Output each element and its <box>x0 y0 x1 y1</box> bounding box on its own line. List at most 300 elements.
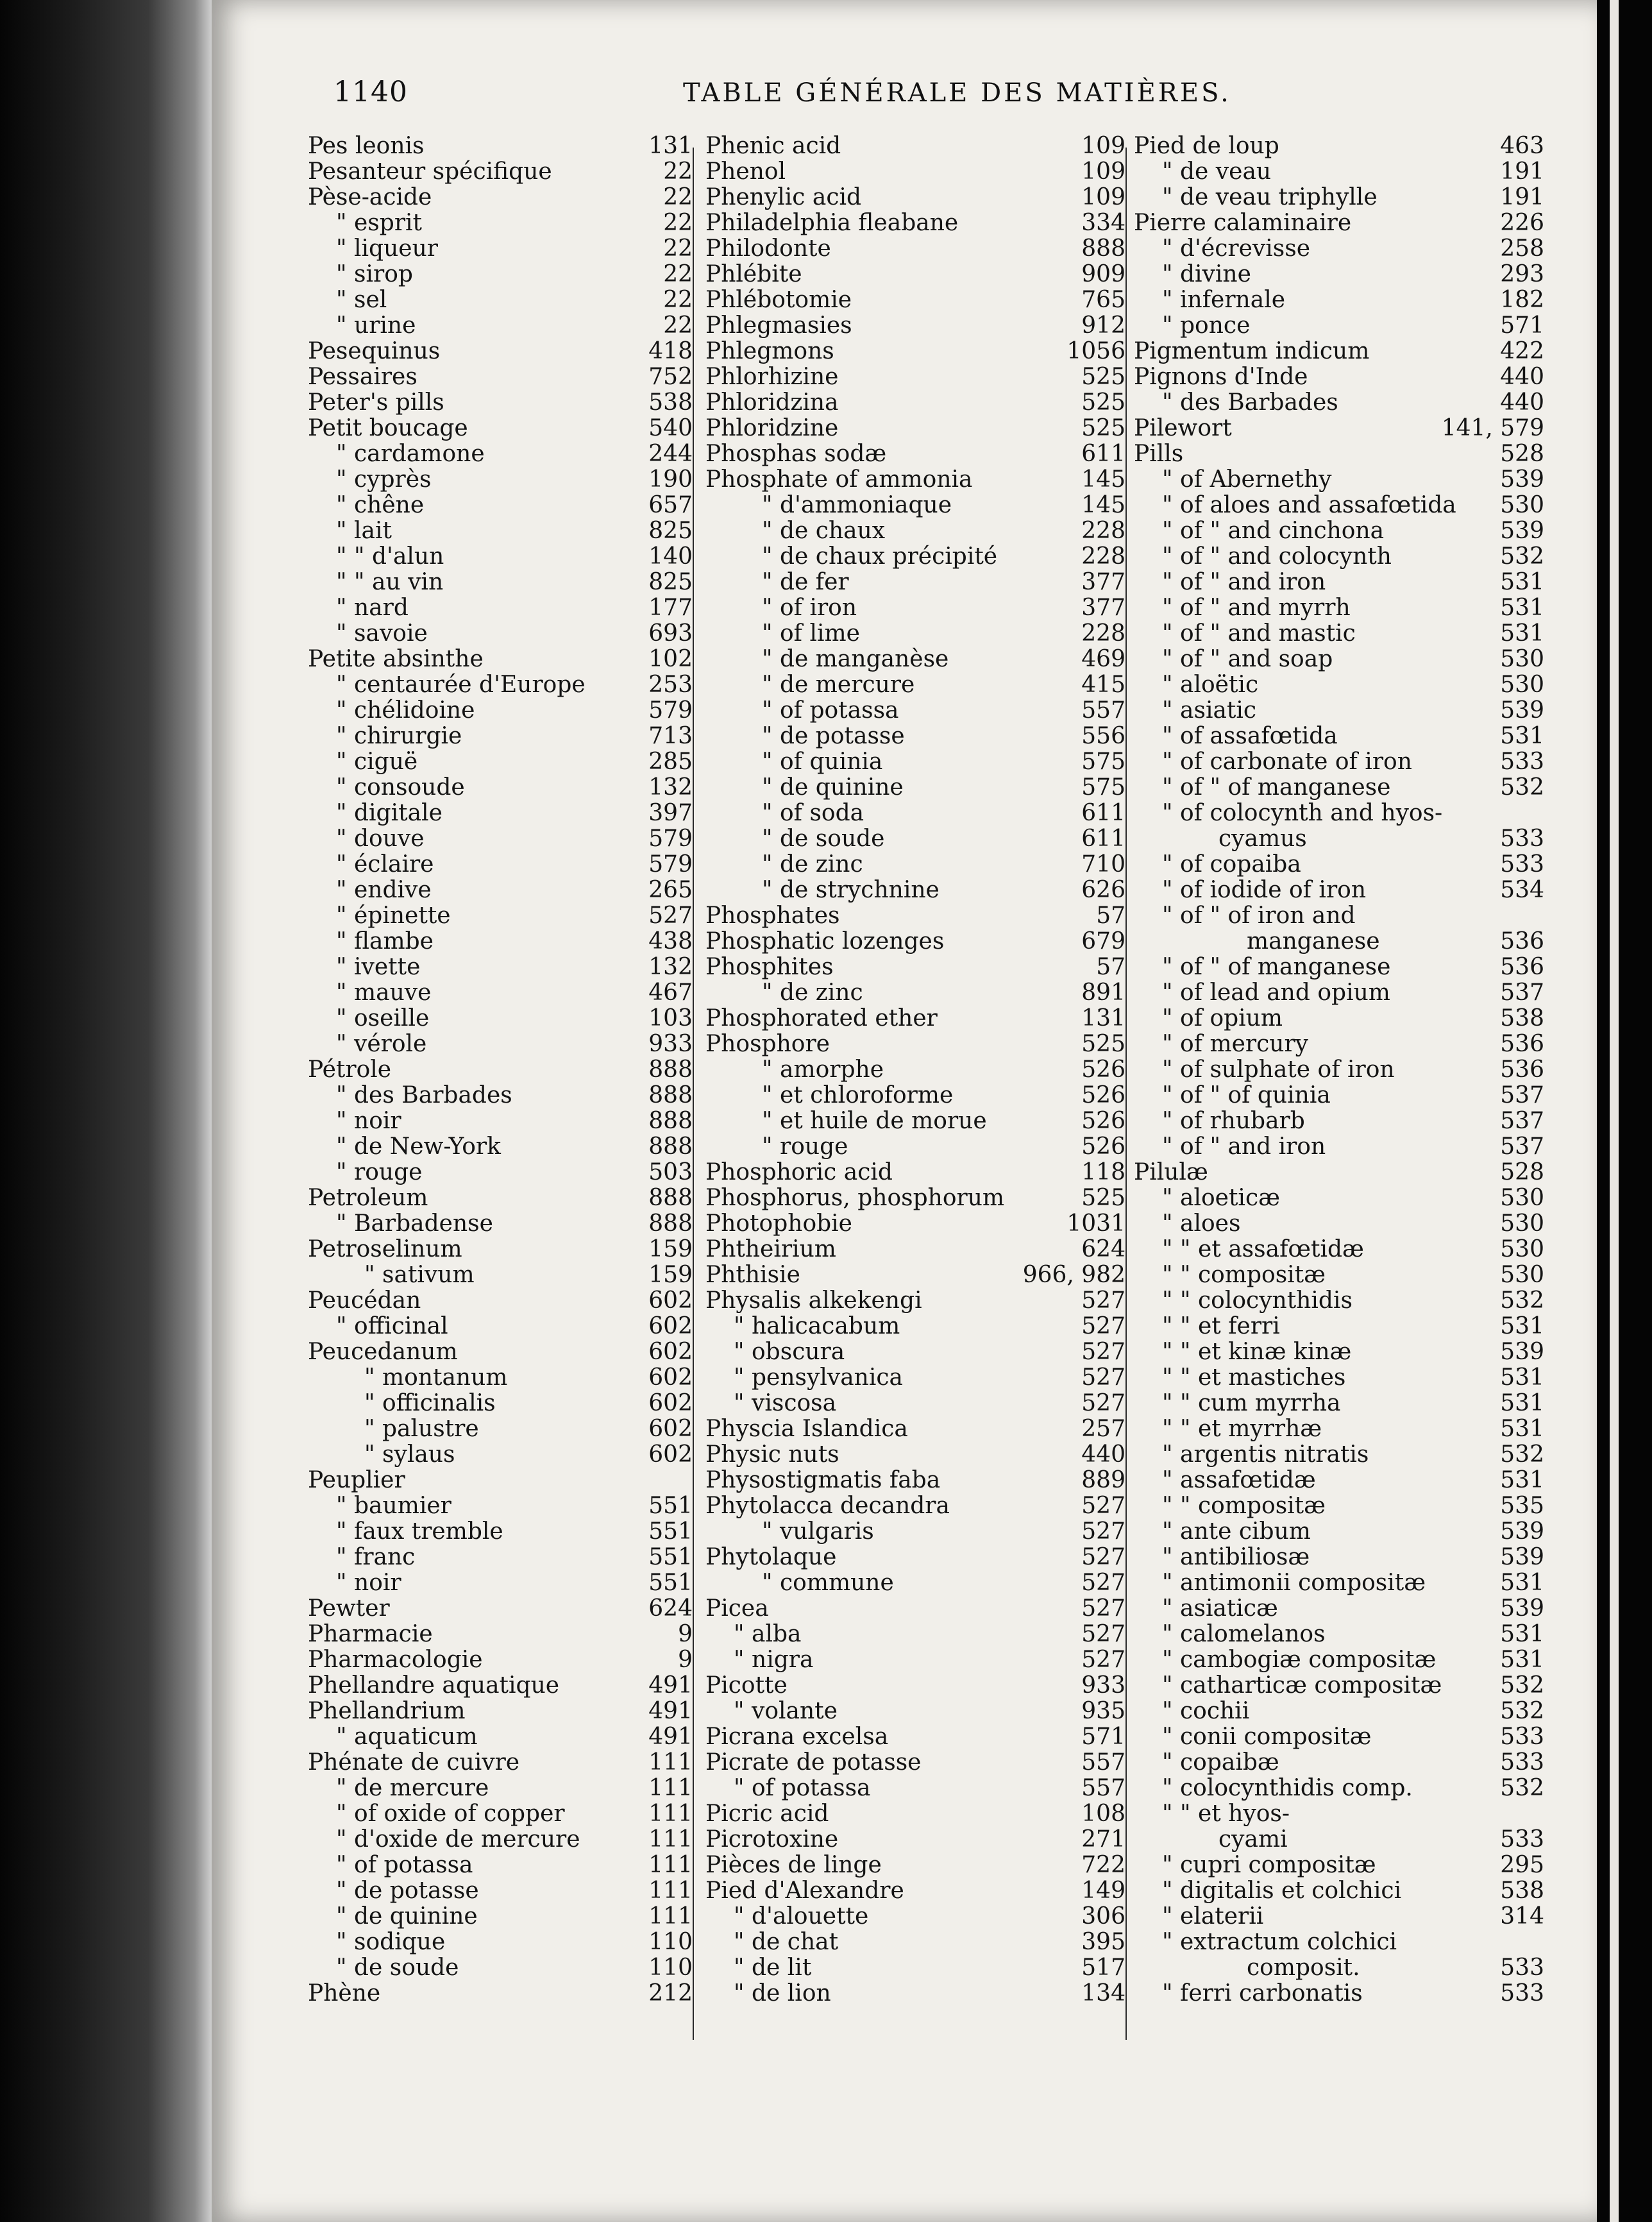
index-entry <box>1134 1057 1544 1083</box>
entry-term: Peucedanum <box>308 1339 458 1365</box>
index-entry <box>308 1853 693 1878</box>
index-entry <box>705 698 1125 724</box>
index-entry <box>705 287 1125 313</box>
entry-term: " elaterii <box>1162 1903 1264 1929</box>
entry-term: " digitalis et colchici <box>1162 1878 1402 1904</box>
entry-page-number: 679 <box>1081 928 1125 954</box>
index-entry <box>705 929 1125 954</box>
entry-page-number: 527 <box>1081 1390 1125 1416</box>
entry-term: Phène <box>308 1980 381 2006</box>
entry-page-number: 539 <box>1500 518 1544 544</box>
index-entry <box>308 1827 693 1853</box>
entry-page-number: 538 <box>1500 1878 1544 1904</box>
index-entry <box>705 441 1125 467</box>
index-entry <box>705 621 1125 647</box>
entry-page-number: 626 <box>1081 877 1125 903</box>
index-entry <box>705 775 1125 801</box>
entry-page-number: 571 <box>1081 1724 1125 1750</box>
index-entry <box>705 903 1125 929</box>
entry-page-number: 533 <box>1500 1826 1544 1853</box>
entry-term: " of mercury <box>1162 1031 1308 1057</box>
entry-term: " noir <box>336 1108 401 1134</box>
entry-page-number: 532 <box>1500 1775 1544 1801</box>
entry-term: " " cum myrrha <box>1162 1390 1341 1416</box>
entry-page-number: 491 <box>648 1724 693 1750</box>
index-entry <box>1134 1622 1544 1647</box>
entry-term: " of potassa <box>762 697 899 724</box>
entry-page-number: 531 <box>1500 723 1544 749</box>
entry-term: " of iron <box>762 595 857 621</box>
index-entry <box>1134 1570 1544 1596</box>
index-entry <box>705 1493 1125 1519</box>
entry-term: " digitale <box>336 800 442 826</box>
index-entry <box>705 1185 1125 1211</box>
index-entry <box>1134 1185 1544 1211</box>
entry-term: " of " of manganese <box>1162 954 1391 980</box>
index-entry <box>705 390 1125 416</box>
entry-page-number: 531 <box>1500 1364 1544 1391</box>
entry-page-number: 909 <box>1081 261 1125 287</box>
index-entry <box>308 621 693 647</box>
entry-page-number: 517 <box>1081 1955 1125 1981</box>
entry-page-number: 527 <box>1081 1595 1125 1622</box>
entry-term: " antibiliosæ <box>1162 1544 1310 1570</box>
index-entry <box>308 749 693 775</box>
entry-term: " asiatic <box>1162 697 1257 724</box>
entry-page-number: 551 <box>648 1518 693 1545</box>
index-entry <box>1134 1904 1544 1929</box>
entry-term: " cambogiæ compositæ <box>1162 1647 1437 1673</box>
entry-term: " d'oxide de mercure <box>336 1826 580 1853</box>
entry-term: Phenol <box>705 158 786 185</box>
entry-term: " de chat <box>734 1929 839 1955</box>
entry-page-number: 111 <box>648 1878 693 1904</box>
entry-page-number: 526 <box>1081 1108 1125 1134</box>
index-entry <box>1134 339 1544 364</box>
column-rule-2 <box>1125 148 1127 2040</box>
index-entry <box>705 262 1125 287</box>
entry-term: " faux tremble <box>336 1518 503 1545</box>
entry-page-number: 527 <box>1081 1364 1125 1391</box>
entry-page-number: 533 <box>1500 1724 1544 1750</box>
entry-term: Phlegmons <box>705 338 834 364</box>
entry-page-number: 491 <box>648 1698 693 1724</box>
index-entry <box>308 647 693 672</box>
entry-term: Peter's pills <box>308 389 444 416</box>
entry-term: " colocynthidis comp. <box>1162 1775 1413 1801</box>
index-entry <box>308 1314 693 1339</box>
index-entry <box>308 570 693 595</box>
index-entry <box>1134 1262 1544 1288</box>
entry-page-number: 525 <box>1081 415 1125 441</box>
entry-page-number: 933 <box>648 1031 693 1057</box>
index-entry <box>1134 1776 1544 1801</box>
entry-page-number: 57 <box>1096 954 1125 980</box>
entry-page-number: 534 <box>1500 877 1544 903</box>
entry-term: " lait <box>336 518 392 544</box>
entry-page-number: 933 <box>1081 1672 1125 1699</box>
index-entry <box>308 903 693 929</box>
entry-term: " of " of manganese <box>1162 774 1391 801</box>
entry-page-number: 140 <box>648 543 693 570</box>
index-entry <box>1134 1160 1544 1185</box>
entry-term: " " compositæ <box>1162 1262 1326 1288</box>
entry-page-number: 526 <box>1081 1133 1125 1160</box>
entry-page-number: 141, 579 <box>1441 415 1544 441</box>
entry-page-number: 191 <box>1500 158 1544 185</box>
entry-page-number: 889 <box>1081 1467 1125 1493</box>
entry-term: " de lit <box>734 1955 812 1981</box>
index-entry <box>1134 1442 1544 1468</box>
index-entry <box>705 1057 1125 1083</box>
index-entry <box>1134 1750 1544 1776</box>
entry-page-number: 527 <box>1081 1287 1125 1314</box>
entry-page-number: 539 <box>1500 1518 1544 1545</box>
entry-term: Phosphorus, phosphorum <box>705 1185 1005 1211</box>
entry-term: Petroselinum <box>308 1236 462 1262</box>
index-entry <box>1134 1288 1544 1314</box>
entry-term: " de soude <box>336 1955 459 1981</box>
entry-term: Pes leonis <box>308 133 425 159</box>
entry-page-number: 531 <box>1500 1390 1544 1416</box>
entry-term: " de lion <box>734 1980 831 2006</box>
entry-term: " de chaux <box>762 518 886 544</box>
entry-page-number: 579 <box>648 851 693 878</box>
entry-term: Petit boucage <box>308 415 468 441</box>
index-entry <box>308 1057 693 1083</box>
index-entry <box>1134 621 1544 647</box>
index-entry <box>705 1160 1125 1185</box>
entry-page-number: 539 <box>1500 1544 1544 1570</box>
index-entry <box>308 698 693 724</box>
entry-term: " de veau triphylle <box>1162 184 1378 210</box>
entry-term: " esprit <box>336 210 423 236</box>
index-entry <box>308 1493 693 1519</box>
entry-term: Pétrole <box>308 1056 392 1083</box>
entry-page-number: 765 <box>1081 287 1125 313</box>
entry-page-number: 888 <box>648 1082 693 1108</box>
index-entry <box>308 929 693 954</box>
index-entry <box>705 1339 1125 1365</box>
index-entry <box>308 159 693 185</box>
entry-page-number: 111 <box>648 1749 693 1776</box>
entry-page-number: 557 <box>1081 1775 1125 1801</box>
entry-term: Pharmacologie <box>308 1647 483 1673</box>
entry-page-number: 611 <box>1081 826 1125 852</box>
entry-page-number: 525 <box>1081 1185 1125 1211</box>
entry-term: " " au vin <box>336 569 444 595</box>
entry-page-number: 111 <box>648 1775 693 1801</box>
entry-page-number: 397 <box>648 800 693 826</box>
entry-page-number: 440 <box>1500 389 1544 416</box>
index-entry <box>308 313 693 339</box>
entry-page-number: 228 <box>1081 620 1125 647</box>
entry-term: " vulgaris <box>762 1518 874 1545</box>
index-entry <box>308 544 693 570</box>
page-sheet <box>212 0 1597 2222</box>
entry-page-number: 530 <box>1500 672 1544 698</box>
entry-page-number: 533 <box>1500 851 1544 878</box>
entry-term: " palustre <box>364 1416 479 1442</box>
entry-term: Phloridzina <box>705 389 839 416</box>
entry-term: " chirurgie <box>336 723 462 749</box>
index-entry <box>308 133 693 159</box>
entry-page-number: 253 <box>648 672 693 698</box>
entry-page-number: 531 <box>1500 1313 1544 1339</box>
entry-term: " sel <box>336 287 387 313</box>
entry-term: Picea <box>705 1595 769 1622</box>
entry-page-number: 109 <box>1081 133 1125 159</box>
index-entry <box>308 595 693 621</box>
entry-page-number: 527 <box>1081 1339 1125 1365</box>
entry-term: " de quinine <box>336 1903 478 1929</box>
index-entry <box>308 1878 693 1904</box>
index-entry <box>308 1955 693 1981</box>
index-entry <box>308 1365 693 1391</box>
index-entry <box>1134 1955 1544 1981</box>
entry-term: " calomelanos <box>1162 1621 1326 1647</box>
entry-page-number: 537 <box>1500 1108 1544 1134</box>
entry-page-number: 537 <box>1500 1133 1544 1160</box>
entry-page-number: 440 <box>1081 1441 1125 1468</box>
entry-page-number: 377 <box>1081 569 1125 595</box>
index-entry <box>1134 929 1544 954</box>
entry-term: Picrate de potasse <box>705 1749 922 1776</box>
index-entry <box>308 724 693 749</box>
index-entry <box>705 1519 1125 1545</box>
entry-term: " de soude <box>762 826 885 852</box>
index-entry <box>705 1545 1125 1570</box>
index-entry <box>1134 852 1544 878</box>
entry-term: " de quinine <box>762 774 904 801</box>
entry-term: " commune <box>762 1570 894 1596</box>
entry-page-number: 530 <box>1500 1236 1544 1262</box>
entry-term: " de fer <box>762 569 849 595</box>
entry-term: Pills <box>1134 441 1184 467</box>
page-header <box>212 76 1597 121</box>
entry-term: " " colocynthidis <box>1162 1287 1353 1314</box>
entry-page-number: 935 <box>1081 1698 1125 1724</box>
index-entry <box>1134 1237 1544 1262</box>
entry-page-number: 440 <box>1500 364 1544 390</box>
entry-term: Phenylic acid <box>705 184 862 210</box>
entry-term: Phlébotomie <box>705 287 852 313</box>
entry-page-number: 22 <box>663 312 693 339</box>
entry-term: " obscura <box>734 1339 845 1365</box>
index-entry <box>308 518 693 544</box>
entry-page-number: 532 <box>1500 774 1544 801</box>
entry-page-number: 132 <box>648 954 693 980</box>
adjacent-page-edge <box>1597 0 1652 2222</box>
index-entry <box>705 1801 1125 1827</box>
index-entry <box>1134 1929 1544 1955</box>
index-entry <box>308 1391 693 1416</box>
entry-page-number: 377 <box>1081 595 1125 621</box>
entry-page-number: 503 <box>648 1159 693 1185</box>
index-entry <box>308 852 693 878</box>
index-entry <box>705 749 1125 775</box>
entry-page-number: 9 <box>678 1621 693 1647</box>
entry-page-number: 557 <box>1081 1749 1125 1776</box>
entry-term: Pesanteur spécifique <box>308 158 552 185</box>
entry-page-number: 182 <box>1500 287 1544 313</box>
index-entry <box>705 1134 1125 1160</box>
entry-page-number: 537 <box>1500 1082 1544 1108</box>
entry-page-number: 888 <box>648 1056 693 1083</box>
entry-page-number: 228 <box>1081 543 1125 570</box>
index-entry <box>705 1622 1125 1647</box>
index-entry <box>705 1237 1125 1262</box>
index-entry <box>705 544 1125 570</box>
entry-term: " of " and iron <box>1162 1133 1326 1160</box>
entry-term: Phlegmasies <box>705 312 852 339</box>
entry-page-number: 551 <box>648 1570 693 1596</box>
index-entry <box>705 1596 1125 1622</box>
entry-term: " of " and mastic <box>1162 620 1356 647</box>
index-entry <box>1134 1981 1544 2006</box>
index-entry <box>705 159 1125 185</box>
entry-term: " endive <box>336 877 432 903</box>
entry-page-number: 395 <box>1081 1929 1125 1955</box>
index-entry <box>1134 1878 1544 1904</box>
index-entry <box>705 1853 1125 1878</box>
index-entry <box>705 1878 1125 1904</box>
index-entry <box>705 1827 1125 1853</box>
entry-term: " officinalis <box>364 1390 496 1416</box>
entry-page-number: 888 <box>648 1185 693 1211</box>
entry-term: " ivette <box>336 954 421 980</box>
entry-page-number: 118 <box>1081 1159 1125 1185</box>
entry-term: " de manganèse <box>762 646 949 672</box>
index-entry <box>705 1750 1125 1776</box>
index-entry <box>1134 878 1544 903</box>
index-entry <box>308 1134 693 1160</box>
entry-page-number: 602 <box>648 1390 693 1416</box>
entry-term: " of aloes and assafœtida <box>1162 492 1456 518</box>
entry-term: Physostigmatis faba <box>705 1467 941 1493</box>
entry-term: Photophobie <box>705 1210 852 1237</box>
entry-term: " antimonii compositæ <box>1162 1570 1426 1596</box>
index-entry <box>308 185 693 210</box>
entry-page-number: 535 <box>1500 1493 1544 1519</box>
entry-term: composit. <box>1247 1955 1360 1981</box>
entry-term: " montanum <box>364 1364 508 1391</box>
index-entry <box>1134 903 1544 929</box>
entry-term: cyami <box>1218 1826 1288 1853</box>
index-entry <box>308 1262 693 1288</box>
index-entry <box>308 1006 693 1031</box>
entry-term: " volante <box>734 1698 838 1724</box>
entry-term: Picric acid <box>705 1801 829 1827</box>
entry-term: " amorphe <box>762 1056 884 1083</box>
entry-page-number: 285 <box>648 749 693 775</box>
entry-page-number: 539 <box>1500 466 1544 493</box>
index-entry <box>308 1981 693 2006</box>
entry-term: " chêne <box>336 492 425 518</box>
entry-term: " conii compositæ <box>1162 1724 1372 1750</box>
index-entry <box>308 1442 693 1468</box>
index-entry <box>705 672 1125 698</box>
entry-term: " alba <box>734 1621 802 1647</box>
index-entry <box>1134 287 1544 313</box>
entry-page-number: 110 <box>648 1929 693 1955</box>
entry-page-number: 22 <box>663 235 693 262</box>
entry-term: " des Barbades <box>1162 389 1338 416</box>
entry-page-number: 1056 <box>1066 338 1125 364</box>
index-entry <box>1134 801 1544 826</box>
index-column-2 <box>705 133 1125 2006</box>
entry-page-number: 532 <box>1500 1672 1544 1699</box>
entry-page-number: 314 <box>1500 1903 1544 1929</box>
index-entry <box>1134 1416 1544 1442</box>
entry-page-number: 530 <box>1500 1185 1544 1211</box>
entry-page-number: 525 <box>1081 389 1125 416</box>
index-entry <box>308 1211 693 1237</box>
entry-page-number: 531 <box>1500 1647 1544 1673</box>
entry-term: " d'ammoniaque <box>762 492 952 518</box>
entry-page-number: 257 <box>1081 1416 1125 1442</box>
entry-page-number: 557 <box>1081 697 1125 724</box>
index-entry <box>1134 262 1544 287</box>
entry-term: " of opium <box>1162 1005 1283 1031</box>
index-entry <box>705 313 1125 339</box>
index-entry <box>308 1108 693 1134</box>
index-entry <box>1134 1134 1544 1160</box>
entry-term: " aquaticum <box>336 1724 478 1750</box>
entry-page-number: 611 <box>1081 441 1125 467</box>
entry-term: " urine <box>336 312 416 339</box>
index-entry <box>308 672 693 698</box>
entry-term: " halicacabum <box>734 1313 900 1339</box>
index-entry <box>1134 133 1544 159</box>
index-entry <box>308 1160 693 1185</box>
entry-term: " Barbadense <box>336 1210 493 1237</box>
index-entry <box>1134 159 1544 185</box>
entry-page-number: 102 <box>648 646 693 672</box>
entry-page-number: 108 <box>1081 1801 1125 1827</box>
entry-term: " extractum colchici <box>1162 1929 1397 1955</box>
entry-term: Phthisie <box>705 1262 800 1288</box>
entry-page-number: 752 <box>648 364 693 390</box>
index-entry <box>705 1981 1125 2006</box>
index-entry <box>308 980 693 1006</box>
index-entry <box>308 416 693 441</box>
entry-page-number: 537 <box>1500 980 1544 1006</box>
entry-page-number: 22 <box>663 287 693 313</box>
entry-term: " " d'alun <box>336 543 444 570</box>
entry-page-number: 111 <box>648 1852 693 1878</box>
entry-page-number: 531 <box>1500 1570 1544 1596</box>
entry-term: Phosphites <box>705 954 834 980</box>
index-entry <box>705 878 1125 903</box>
index-entry <box>705 1929 1125 1955</box>
index-entry <box>308 1596 693 1622</box>
entry-page-number: 693 <box>648 620 693 647</box>
entry-page-number: 624 <box>648 1595 693 1622</box>
entry-page-number: 531 <box>1500 1621 1544 1647</box>
index-entry <box>308 1339 693 1365</box>
entry-page-number: 888 <box>648 1108 693 1134</box>
entry-term: " de potasse <box>336 1878 479 1904</box>
entry-page-number: 295 <box>1500 1852 1544 1878</box>
entry-term: " sirop <box>336 261 413 287</box>
entry-term: " de potasse <box>762 723 905 749</box>
index-entry <box>1134 595 1544 621</box>
index-entry <box>308 1185 693 1211</box>
index-entry <box>1134 1853 1544 1878</box>
index-entry <box>705 826 1125 852</box>
index-entry <box>705 1365 1125 1391</box>
